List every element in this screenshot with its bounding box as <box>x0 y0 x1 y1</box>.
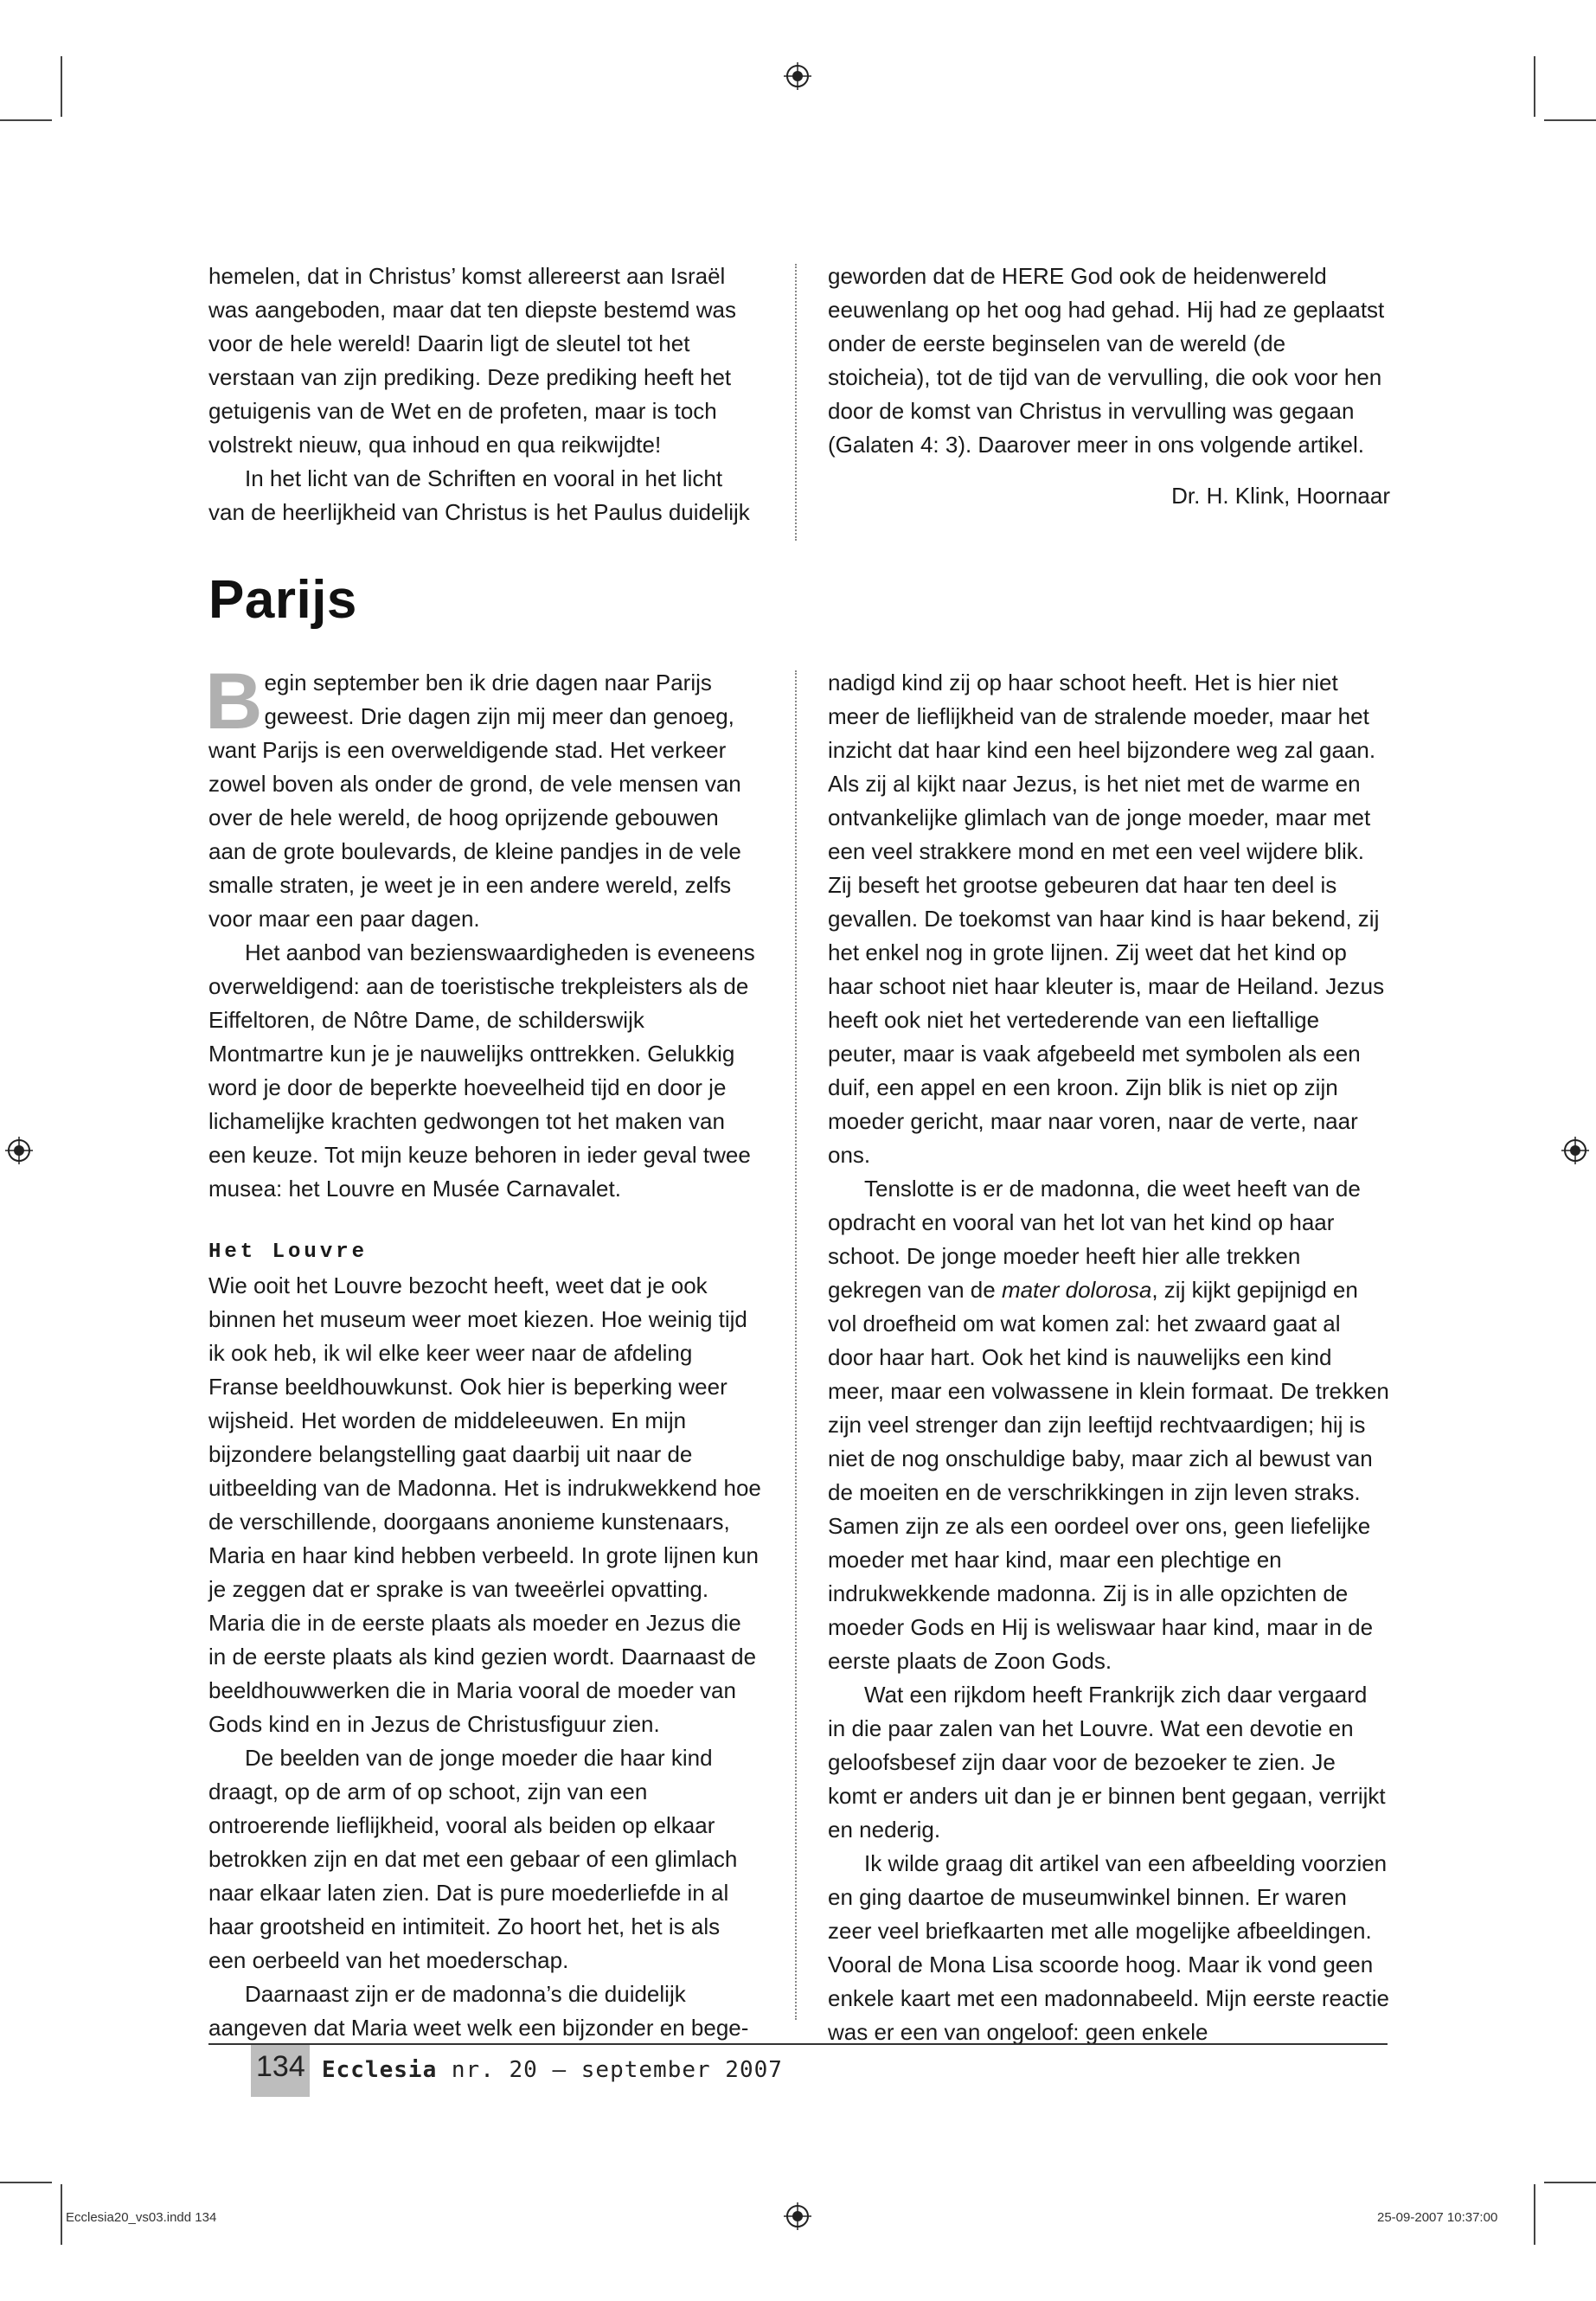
page-number: 134 <box>256 2050 305 2083</box>
top-right-column <box>828 260 1390 513</box>
article-left-column <box>205 657 762 2045</box>
issue-info: nr. 20 — september 2007 <box>437 2057 783 2083</box>
paragraph: nadigd kind zij op haar schoot heeft. Het is hier niet meer de lieflijkheid van de stralende moeder, maar het inzicht dat haar kind een heel bijzondere weg zal gaan. Als zij al kijkt naar Jezus, is het niet met de warme en ontvankelijke glimlach van de jonge moeder, maar met een veel strakkere mond en met een veel wijdere blik. Zij beseft het grootse gebeuren dat haar ten deel is gevallen. De toekomst van haar kind is haar bekend, zij het enkel nog in grote lijnen. Zij weet dat het kind op haar schoot niet haar kleuter is, maar de Heiland. Jezus heeft ook niet het vertederende van een lieftallige peuter, maar is vaak afgebeeld met symbolen als een duif, een appel en een kroon. Zijn blik is niet op zijn moeder gericht, maar naar voren, naar de verte, naar ons. <box>828 670 1385 1168</box>
article-right-column <box>828 666 1390 2049</box>
paragraph-text: Tenslotte is er de madonna, die weet heeft van de opdracht en vooral van het lot van het kind op haar schoot. De jonge moeder heeft hier alle trekken gekregen van de <box>828 1176 1361 1303</box>
top-left-column <box>208 260 762 529</box>
section-heading: Het Louvre <box>208 1240 369 1264</box>
author-signature: Dr. H. Klink, Hoornaar <box>1171 483 1390 509</box>
paragraph: In het licht van de Schriften en vooral in het licht van de heerlijkheid van Christus is het Paulus duidelijk <box>208 465 750 525</box>
crop-mark <box>1534 56 1535 117</box>
column-divider <box>795 670 797 2020</box>
crop-mark <box>0 119 52 121</box>
paragraph: Daarnaast zijn er de madonna’s die duidelijk aangeven dat Maria weet welk een bijzonder en bege- <box>208 1981 749 2041</box>
paragraph <box>828 1172 1390 1678</box>
registration-mark-icon <box>5 1137 33 1164</box>
registration-mark-icon <box>784 2202 811 2230</box>
crop-mark <box>61 2184 62 2245</box>
crop-mark <box>1544 2182 1596 2183</box>
article-title: Parijs <box>208 570 357 630</box>
paragraph: Wie ooit het Louvre bezocht heeft, weet dat je ook binnen het museum weer moet kiezen. Hoe weinig tijd ik ook heb, ik wil elke keer weer naar de afdeling Franse beeldhouwkunst. Ook hier is beperking weer wijsheid. Het worden de middeleeuwen. En mijn bijzondere belangstelling gaat daarbij uit naar de uitbeelding van de Madonna. Het is indrukwekkend hoe de verschillende, doorgaans anonieme kunstenaars, Maria en haar kind hebben verbeeld. In grote lijnen kun je zeggen dat er sprake is van tweeërlei opvatting. Maria die in de eerste plaats als moeder en Jezus die in de eerste plaats als kind gezien wordt. Daarnaast de beeldhouwwerken die in Maria vooral de moeder van Gods kind en in Jezus de Christusfiguur zien. <box>208 1272 761 1737</box>
emphasis-text: mater dolorosa <box>1001 1277 1152 1303</box>
registration-mark-icon <box>1561 1137 1589 1164</box>
magazine-name: Ecclesia <box>322 2057 438 2083</box>
paragraph-text: egin september ben ik drie dagen naar Parijs geweest. Drie dagen zijn mij meer dan genoeg, want Parijs is een overweldigende stad. Het verkeer zowel boven als onder de grond, de vele mensen van over de hele wereld, de hoog oprijzende gebouwen aan de grote boulevards, de kleine pandjes in de vele smalle straten, je weet je in een andere wereld, zelfs voor maar een paar dagen. <box>208 670 741 932</box>
slug-timestamp: 25-09-2007 10:37:00 <box>1377 2210 1498 2225</box>
paragraph: hemelen, dat in Christus’ komst allereerst aan Israël was aangeboden, maar dat ten diepste bestemd was voor de hele wereld! Daarin ligt de sleutel tot het verstaan van zijn prediking. Deze prediking heeft het getuigenis van de Wet en de profeten, maar is toch volstrekt nieuw, qua inhoud en qua reikwijdte! <box>208 263 736 458</box>
footer-rule <box>208 2043 1388 2045</box>
magazine-footer <box>322 2057 783 2083</box>
paragraph: geworden dat de HERE God ook de heidenwereld eeuwenlang op het oog had gehad. Hij had ze geplaatst onder de eerste beginselen van de wereld (de stoicheia), tot de tijd van de vervulling, die ook voor hen door de komst van Christus in vervulling was gegaan (Galaten 4: 3). Daarover meer in ons volgende artikel. <box>828 263 1385 458</box>
drop-cap: B <box>205 657 263 746</box>
paragraph-text: , zij kijkt gepijnigd en vol droefheid om wat komen zal: het zwaard gaat al door haar hart. Ook het kind is nauwelijks een kind meer, maar een volwassene in klein formaat. De trekken zijn veel strenger dan zijn leeftijd rechtvaardigen; hij is niet de nog onschuldige baby, maar zich al bewust van de moeiten en de verschrikkingen in zijn leven straks. Samen zijn ze als een oordeel over ons, geen liefelijke moeder met haar kind, maar een plechtige en indrukwekkende madonna. Zij is in alle opzichten de moeder Gods en Hij is weliswaar haar kind, maar in de eerste plaats de Zoon Gods. <box>828 1277 1389 1674</box>
crop-mark <box>1544 119 1596 121</box>
crop-mark <box>0 2182 52 2183</box>
paragraph: Wat een rijkdom heeft Frankrijk zich daar vergaard in die paar zalen van het Louvre. Wat een devotie en geloofsbesef zijn daar voor de bezoeker te zien. Je komt er anders uit dan je er binnen bent gegaan, verrijkt en nederig. <box>828 1682 1386 1843</box>
paragraph: De beelden van de jonge moeder die haar kind draagt, op de arm of op schoot, zijn van een ontroerende lieflijkheid, vooral als beiden op elkaar betrokken zijn en dat met een gebaar of een glimlach naar elkaar laten zien. Dat is pure moederliefde in al haar grootsheid en intimiteit. Zo hoort het, het is als een oerbeeld van het moederschap. <box>208 1745 738 1973</box>
paragraph <box>205 657 762 936</box>
paragraph: Ik wilde graag dit artikel van een afbeelding voorzien en ging daartoe de museumwinkel binnen. Er waren zeer veel briefkaarten met alle mogelijke afbeeldingen. Vooral de Mona Lisa scoorde hoog. Maar ik vond geen enkele kaart met een madonnabeeld. Mijn eerste reactie was er een van ongeloof: geen enkele <box>828 1850 1389 2045</box>
crop-mark <box>1534 2184 1535 2245</box>
paragraph: Het aanbod van bezienswaardigheden is eveneens overweldigend: aan de toeristische trekpleisters als de Eiffeltoren, de Nôtre Dame, de schilderswijk Montmartre kun je je nauwelijks onttrekken. Gelukkig word je door de beperkte hoeveelheid tijd en door je lichamelijke krachten gedwongen tot het maken van een keuze. Tot mijn keuze behoren in ieder geval twee musea: het Louvre en Musée Carnavalet. <box>208 939 755 1202</box>
crop-mark <box>61 56 62 117</box>
column-divider <box>795 264 797 541</box>
slug-filename: Ecclesia20_vs03.indd 134 <box>66 2210 217 2225</box>
registration-mark-icon <box>784 62 811 90</box>
